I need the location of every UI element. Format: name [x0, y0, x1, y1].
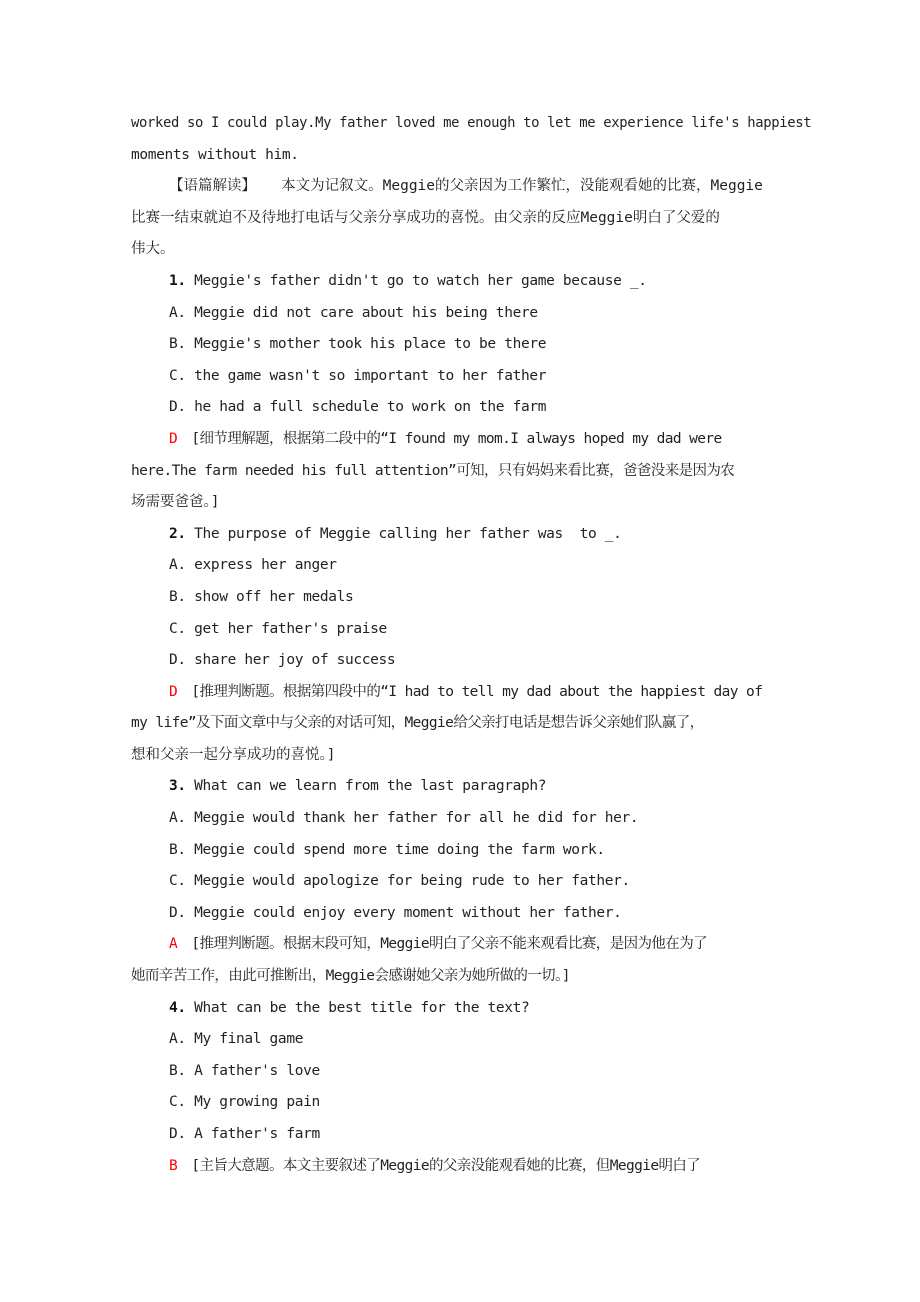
- question-stem: [131, 771, 803, 803]
- option-c: C. get her father's praise: [169, 620, 387, 637]
- option-a: A. My final game: [169, 1031, 304, 1048]
- question-stem: [131, 993, 803, 1025]
- summary-line: 伟大。: [131, 241, 175, 258]
- explanation-line: [131, 1151, 803, 1183]
- summary-text: 本文为记叙文。Meggie的父亲因为工作繁忙，没能观看她的比赛，Meggie: [281, 178, 763, 195]
- explanation-text: [细节理解题，根据第二段中的“I found my mom.I always hoped my dad were: [191, 430, 722, 447]
- explanation-line: [131, 929, 803, 961]
- question-text: What can be the best title for the text?: [194, 999, 530, 1016]
- passage-line: moments without him.: [131, 146, 299, 163]
- summary-line: 比赛一结束就迫不及待地打电话与父亲分享成功的喜悦。由父亲的反应Meggie明白了父爱的: [131, 209, 720, 226]
- option-c: C. My growing pain: [169, 1094, 320, 1111]
- option-b: B. Meggie could spend more time doing the farm work.: [169, 841, 605, 858]
- question-text: What can we learn from the last paragraph?: [194, 778, 547, 795]
- question-number: 3.: [169, 778, 186, 795]
- question-stem: [131, 266, 803, 298]
- question-stem: [131, 519, 803, 551]
- option-b: B. A father's love: [169, 1062, 320, 1079]
- option-d: D. he had a full schedule to work on the farm: [169, 399, 547, 416]
- explanation-line: 她而辛苦工作，由此可推断出，Meggie会感谢她父亲为她所做的一切。]: [131, 968, 570, 985]
- summary-tag: 【语篇解读】: [169, 178, 256, 195]
- answer-letter: B: [169, 1157, 178, 1174]
- explanation-line: 想和父亲一起分享成功的喜悦。]: [131, 746, 336, 763]
- option-d: D. Meggie could enjoy every moment without her father.: [169, 904, 622, 921]
- explanation-text: [推理判断题。根据第四段中的“I had to tell my dad about the happiest day of: [191, 683, 763, 700]
- explanation-text: [推理判断题。根据末段可知，Meggie明白了父亲不能来观看比赛，是因为他在为了: [191, 936, 707, 953]
- explanation-line: 场需要爸爸。]: [131, 494, 220, 511]
- option-b: B. show off her medals: [169, 588, 354, 605]
- passage-text: worked so I could play.My father loved me enough to let me experience life's happiest: [131, 115, 812, 131]
- answer-letter: D: [169, 683, 178, 700]
- question-number: 4.: [169, 999, 186, 1016]
- option-c: C. Meggie would apologize for being rude to her father.: [169, 873, 630, 890]
- summary-line: [131, 171, 803, 203]
- passage-line: [131, 108, 812, 140]
- explanation-line: here.The farm needed his full attention”可知，只有妈妈来看比赛，爸爸没来是因为农: [131, 462, 735, 479]
- explanation-text: [主旨大意题。本文主要叙述了Meggie的父亲没能观看她的比赛，但Meggie明白了: [191, 1157, 701, 1174]
- explanation-line: [131, 677, 803, 709]
- explanation-line: [131, 424, 803, 456]
- question-text: The purpose of Meggie calling her father was to _.: [194, 525, 622, 542]
- option-a: A. Meggie did not care about his being there: [169, 304, 538, 321]
- document-page: [131, 108, 812, 1182]
- option-a: A. express her anger: [169, 557, 337, 574]
- question-text: Meggie's father didn't go to watch her game because _.: [194, 272, 647, 289]
- option-a: A. Meggie would thank her father for all he did for her.: [169, 810, 639, 827]
- explanation-line: my life”及下面文章中与父亲的对话可知，Meggie给父亲打电话是想告诉父亲她们队赢了，: [131, 715, 704, 732]
- option-d: D. A father's farm: [169, 1126, 320, 1142]
- option-c: C. the game wasn't so important to her father: [169, 367, 547, 384]
- question-number: 2.: [169, 525, 186, 542]
- answer-letter: D: [169, 430, 178, 447]
- option-d: D. share her joy of success: [169, 652, 396, 669]
- question-number: 1.: [169, 272, 186, 289]
- option-b: B. Meggie's mother took his place to be there: [169, 336, 547, 353]
- answer-letter: A: [169, 936, 178, 953]
